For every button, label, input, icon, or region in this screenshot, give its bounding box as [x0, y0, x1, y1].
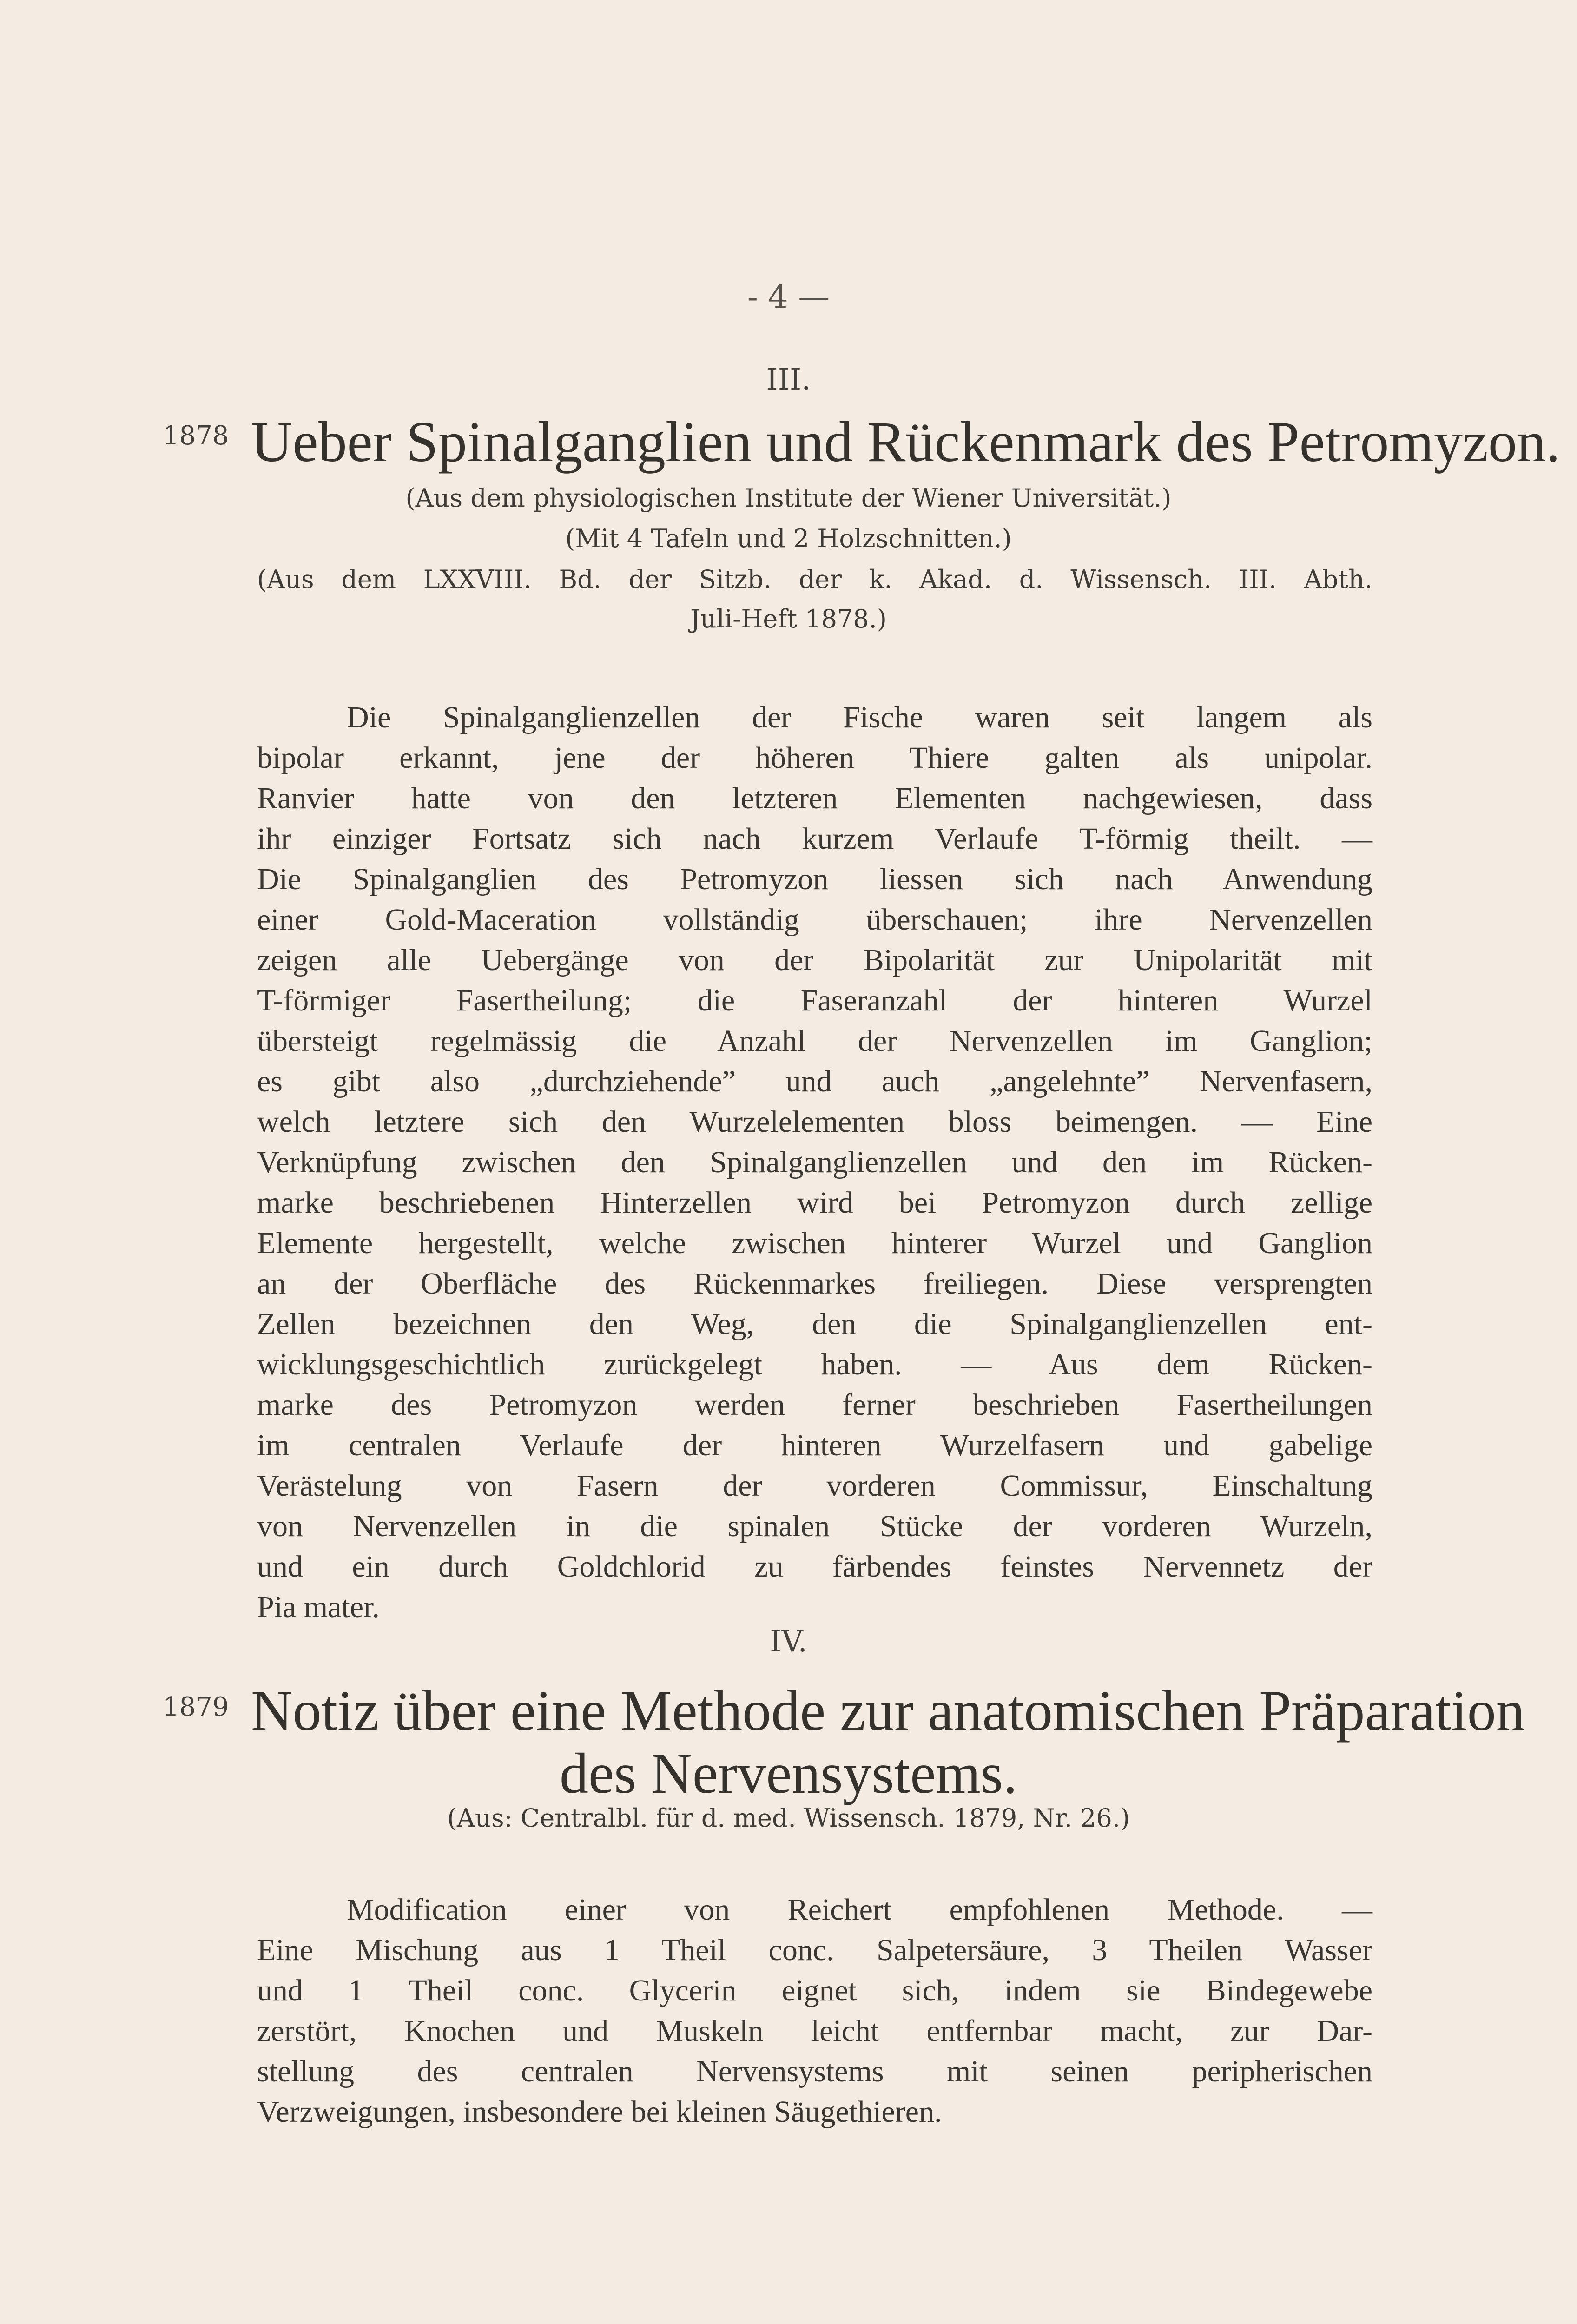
section-year: 1878	[163, 421, 229, 451]
body-line: übersteigt regelmässig die Anzahl der Nervenzellen im Ganglion;	[257, 1024, 1372, 1058]
section-numeral: IV.	[770, 1624, 807, 1659]
body-line: Modification einer von Reichert empfohlenen Methode. —	[347, 1893, 1372, 1927]
body-line: bipolar erkannt, jene der höheren Thiere galten als unipolar.	[257, 741, 1372, 775]
body-line: und 1 Theil conc. Glycerin eignet sich, indem sie Bindegewebe	[257, 1974, 1372, 2007]
section-year: 1879	[163, 1692, 229, 1722]
body-line: Verknüpfung zwischen den Spinalganglienzellen und den im Rücken-	[257, 1145, 1372, 1179]
body-line: stellung des centralen Nervensystems mit seinen peripherischen	[257, 2054, 1372, 2088]
page-number: - 4 —	[747, 279, 830, 316]
source-note: (Mit 4 Tafeln und 2 Holzschnitten.)	[565, 524, 1012, 553]
body-line: an der Oberfläche des Rückenmarkes freiliegen. Diese versprengten	[257, 1267, 1372, 1301]
body-line: Ranvier hatte von den letzteren Elementen nachgewiesen, dass	[257, 781, 1372, 815]
source-note: (Aus dem physiologischen Institute der Wiener Universität.)	[405, 483, 1172, 513]
body-line: Pia mater.	[257, 1590, 380, 1624]
body-line: Elemente hergestellt, welche zwischen hinterer Wurzel und Ganglion	[257, 1226, 1372, 1260]
body-line: von Nervenzellen in die spinalen Stücke der vorderen Wurzeln,	[257, 1509, 1372, 1543]
body-line: und ein durch Goldchlorid zu färbendes feinstes Nervennetz der	[257, 1550, 1372, 1584]
body-line: Verästelung von Fasern der vorderen Commissur, Einschaltung	[257, 1469, 1372, 1503]
body-line: einer Gold-Maceration vollständig überschauen; ihre Nervenzellen	[257, 903, 1372, 937]
body-line: marke beschriebenen Hinterzellen wird bei Petromyzon durch zellige	[257, 1186, 1372, 1220]
body-line: Zellen bezeichnen den Weg, den die Spinalganglienzellen ent-	[257, 1307, 1372, 1341]
body-line: wicklungsgeschichtlich zurückgelegt haben. — Aus dem Rücken-	[257, 1347, 1372, 1381]
body-line: welch letztere sich den Wurzelelementen bloss beimengen. — Eine	[257, 1105, 1372, 1139]
source-note: Juli-Heft 1878.)	[690, 604, 887, 634]
body-line: es gibt also „durchziehende” und auch „angelehnte” Nervenfasern,	[257, 1064, 1372, 1098]
body-line: ihr einziger Fortsatz sich nach kurzem Verlaufe T-förmig theilt. —	[257, 822, 1372, 856]
section-title: Ueber Spinalganglien und Rückenmark des Petromyzon.	[251, 410, 1560, 474]
body-line: zeigen alle Uebergänge von der Bipolarität zur Unipolarität mit	[257, 943, 1372, 977]
section-title-continued: des Nervensystems.	[560, 1742, 1017, 1805]
section-title: Notiz über eine Methode zur anatomischen Präparation	[251, 1679, 1525, 1743]
body-line: Die Spinalganglien des Petromyzon liessen sich nach Anwendung	[257, 862, 1372, 896]
body-line: Eine Mischung aus 1 Theil conc. Salpetersäure, 3 Theilen Wasser	[257, 1933, 1372, 1967]
section-numeral: III.	[766, 363, 811, 397]
body-line: zerstört, Knochen und Muskeln leicht entfernbar macht, zur Dar-	[257, 2014, 1372, 2048]
body-line: Verzweigungen, insbesondere bei kleinen Säugethieren.	[257, 2095, 942, 2129]
body-line: Die Spinalganglienzellen der Fische waren seit langem als	[347, 700, 1372, 734]
body-line: im centralen Verlaufe der hinteren Wurzelfasern und gabelige	[257, 1428, 1372, 1462]
source-note: (Aus: Centralbl. für d. med. Wissensch. 1879, Nr. 26.)	[447, 1803, 1130, 1833]
source-note: (Aus dem LXXVIII. Bd. der Sitzb. der k. Akad. d. Wissensch. III. Abth.	[257, 565, 1372, 594]
body-line: T-förmiger Fasertheilung; die Faseranzahl der hinteren Wurzel	[257, 984, 1372, 1017]
body-line: marke des Petromyzon werden ferner beschrieben Fasertheilungen	[257, 1388, 1372, 1422]
